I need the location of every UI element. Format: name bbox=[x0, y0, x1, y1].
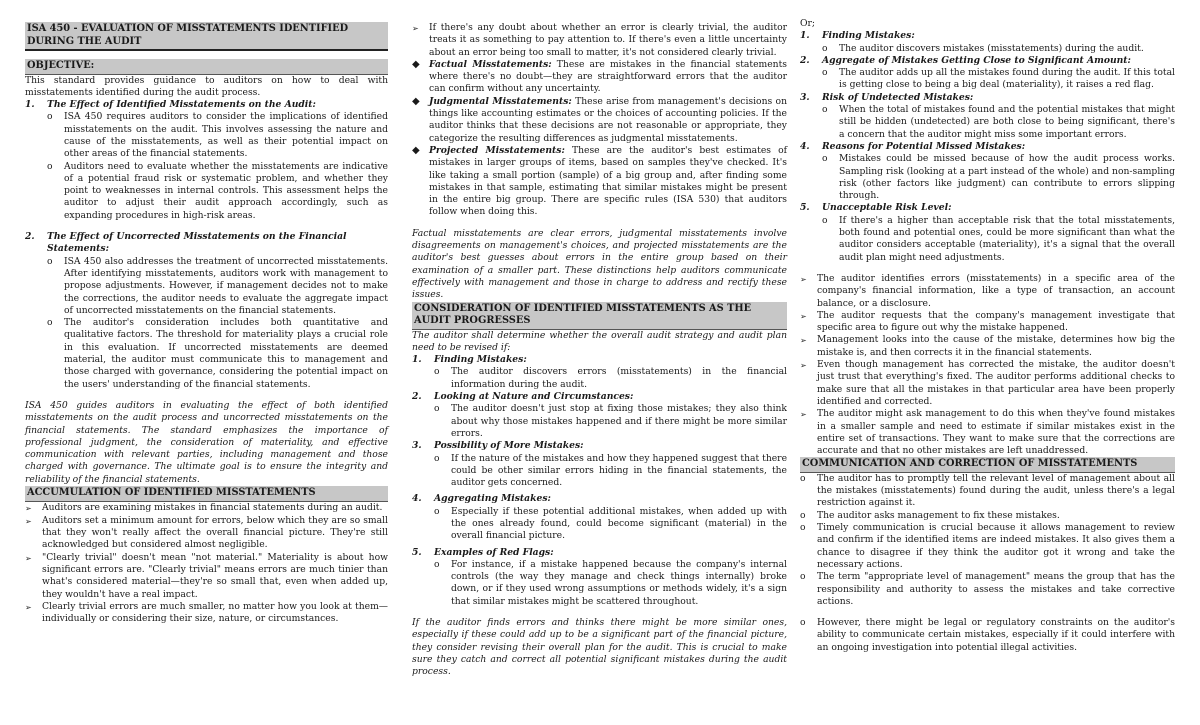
arrow-bullet-icon: ➢ bbox=[25, 602, 32, 612]
arrow-bullet-icon: ➢ bbox=[800, 274, 807, 284]
list-item: o If there's a higher than acceptable risk that the total misstatements, both found and potential ones, could be more significant than what the auditor considers acceptable (materiality), it's a signal that the overall audit plan might need adjustments. bbox=[822, 214, 1175, 263]
circle-bullet-icon: o bbox=[822, 214, 828, 226]
diamond-bullet-icon: ◆ bbox=[412, 58, 420, 70]
list-item: o Auditors need to evaluate whether the misstatements are indicative of a potential fraud risk or systematic problem, and whether they point to weaknesses in internal controls. This assessment helps the auditor to adjust their audit approach accordingly, such as expanding procedures in high-risk areas. bbox=[47, 160, 388, 221]
list-item: o If the nature of the mistakes and how they happened suggest that there could be other similar errors hiding in the financial statements, the auditor gets concerned. bbox=[434, 452, 787, 489]
list-item: o ISA 450 also addresses the treatment of uncorrected misstatements. After identifying misstatements, auditors work with management to propose adjustments. However, if management decides not to make the corrections, the auditor needs to evaluate the aggregate impact of uncorrected misstatements on the financial statements. bbox=[47, 255, 388, 316]
circle-bullet-icon: o bbox=[800, 617, 806, 629]
list-item: o The auditor has to promptly tell the relevant level of management about all the mistakes (misstatements) found during the audit, unless there's a legal restriction against it. bbox=[800, 472, 1175, 509]
list-item: o Mistakes could be missed because of how the audit process works. Sampling risk (looking at a part instead of the whole) and non-sampling risk (other factors like judgment) can contribute to errors slipping through. bbox=[822, 153, 1175, 202]
objective-text: This standard provides guidance to auditors on how to deal with misstatements identified during the audit process. bbox=[25, 74, 388, 98]
list-item: o Timely communication is crucial because it allows management to review and confirm if the identified items are indeed mistakes. It also gives them a chance to disagree if they think the auditor got it wrong and take the necessary actions. bbox=[800, 522, 1175, 570]
circle-bullet-icon: o bbox=[822, 42, 828, 54]
list-item: ➢ The auditor requests that the company's management investigate that specific area to figure out why the mistake happened. bbox=[800, 309, 1175, 334]
list-item: o The term "appropriate level of management" means the group that has the responsibility and authority to assess the mistakes and take corrective actions. bbox=[800, 571, 1175, 607]
numbered-heading: 3. Risk of Undetected Mistakes: bbox=[800, 91, 974, 103]
arrow-bullet-icon: ➢ bbox=[800, 311, 807, 321]
circle-bullet-icon: o bbox=[822, 153, 828, 165]
section-heading-1 bbox=[25, 99, 388, 111]
list-item: o However, there might be legal or regulatory constraints on the auditor's ability to communicate certain mistakes, especially if it could interfere with an ongoing investigation into potential illegal activities. bbox=[800, 617, 1175, 653]
list-item: o The auditor adds up all the mistakes found during the audit. If this total is getting close to being a big deal (materiality), it raises a red flag. bbox=[822, 67, 1175, 91]
numbered-heading: 5. Examples of Red Flags: bbox=[412, 546, 554, 558]
circle-bullet-icon: o bbox=[47, 255, 53, 267]
circle-bullet-icon: o bbox=[47, 160, 53, 172]
list-item-projected: ◆ Projected Misstatements: These are the auditor's best estimates of mistakes in larger groups of items, based on samples they've checked. It's like taking a small portion (sample) of a big group and, after finding some mistakes in that sample, estimating that similar mistakes might be present in the entire big group. There are specific rules (ISA 530) that auditors follow when doing this. bbox=[412, 144, 787, 218]
numbered-heading: 3. Possibility of More Mistakes: bbox=[412, 440, 584, 452]
list-item: ➢ Auditors are examining mistakes in financial statements during an audit. bbox=[25, 502, 388, 515]
closing-paragraph: If the auditor finds errors and thinks there might be more similar ones, especially if these could add up to be a significant part of the financial picture, they consider revising their overall plan for the audit. This is crucial to make sure they catch and correct all potential significant mistakes during the audit process. bbox=[412, 617, 787, 678]
section-title: The Effect of Uncorrected Misstatements on the Financial Statements: bbox=[47, 231, 347, 255]
circle-bullet-icon: o bbox=[47, 317, 53, 329]
arrow-bullet-icon: ➢ bbox=[412, 24, 419, 33]
circle-bullet-icon: o bbox=[800, 472, 806, 484]
section-title: The Effect of Identified Misstatements on the Audit: bbox=[47, 99, 316, 111]
list-item: ➢ Even though management has corrected the mistake, the auditor doesn't just trust that everything's fixed. The auditor performs additional checks to make sure that all the mistakes in that particular area have been properly identified and corrected. bbox=[800, 359, 1175, 407]
or-label: Or; bbox=[800, 18, 816, 29]
document-title: ISA 450 - EVALUATION OF MISSTATEMENTS IDENTIFIED DURING THE AUDIT bbox=[25, 22, 388, 51]
list-item: o The auditor discovers mistakes (misstatements) during the audit. bbox=[822, 42, 1144, 54]
objective-heading: OBJECTIVE: bbox=[25, 59, 388, 75]
list-item: ➢ The auditor identifies errors (misstatements) in a specific area of the company's financial information, like a type of transaction, an account balance, or a disclosure. bbox=[800, 272, 1175, 309]
consideration-heading: CONSIDERATION OF IDENTIFIED MISSTATEMENTS AS THE AUDIT PROGRESSES bbox=[412, 302, 787, 330]
circle-bullet-icon: o bbox=[434, 452, 440, 464]
list-item: o ISA 450 requires auditors to consider the implications of identified misstatements on the audit. This involves assessing the nature and cause of the misstatements, as well as their potential impact on other areas of the financial statements. bbox=[47, 111, 388, 160]
circle-bullet-icon: o bbox=[434, 558, 440, 570]
arrow-bullet-icon: ➢ bbox=[800, 410, 807, 420]
list-item: o The auditor discovers errors (misstatements) in the financial information during the audit. bbox=[434, 366, 787, 390]
circle-bullet-icon: o bbox=[822, 67, 828, 79]
section-heading-2 bbox=[25, 231, 388, 256]
circle-bullet-icon: o bbox=[47, 111, 53, 123]
communication-heading: COMMUNICATION AND CORRECTION OF MISSTATEMENTS bbox=[800, 457, 1175, 473]
numbered-heading: 2. Aggregate of Mistakes Getting Close to Significant Amount: bbox=[800, 54, 1131, 66]
arrow-bullet-icon: ➢ bbox=[25, 516, 32, 526]
numbered-heading: 5. Unacceptable Risk Level: bbox=[800, 202, 952, 214]
list-item-factual: ◆ Factual Misstatements: These are mistakes in the financial statements where there's no doubt—they are straightforward errors that the auditor can confirm without any uncertainty. bbox=[412, 58, 787, 95]
circle-bullet-icon: o bbox=[434, 403, 440, 415]
section-number: 2. bbox=[25, 231, 35, 243]
arrow-bullet-icon: ➢ bbox=[800, 336, 807, 346]
numbered-heading: 1. Finding Mistakes: bbox=[800, 30, 915, 42]
section-number: 1. bbox=[25, 99, 35, 111]
arrow-bullet-icon: ➢ bbox=[25, 553, 32, 563]
numbered-heading: 4. Reasons for Potential Missed Mistakes: bbox=[800, 140, 1026, 152]
list-item-judgmental: ◆ Judgmental Misstatements: These arise from management's decisions on things like accounting estimates or the choices of accounting policies. If the auditor thinks that these decisions are not reasonable or appropriate, they categorize the resulting differences as judgmental misstatements. bbox=[412, 95, 787, 144]
numbered-heading: 4. Aggregating Mistakes: bbox=[412, 493, 551, 505]
list-item: ➢ Clearly trivial errors are much smaller, no matter how you look at them—individually or considering their size, nature, or circumstances. bbox=[25, 600, 388, 625]
accumulation-heading: ACCUMULATION OF IDENTIFIED MISSTATEMENTS bbox=[25, 486, 388, 502]
circle-bullet-icon: o bbox=[800, 522, 806, 534]
list-item: o The auditor's consideration includes both quantitative and qualitative factors. The threshold for materiality plays a crucial role in this evaluation. If uncorrected misstatements are deemed material, the auditor must communicate this to management and those charged with governance, considering the potential impact on the users' understanding of the financial statements. bbox=[47, 317, 388, 390]
list-item: o Especially if these potential additional mistakes, when added up with the ones already found, could become significant (material) in the overall financial picture. bbox=[434, 505, 787, 542]
list-item: ➢ Auditors set a minimum amount for errors, below which they are so small that they won't really affect the overall financial picture. They're still acknowledged but considered almost negligible. bbox=[25, 514, 388, 551]
consideration-intro: The auditor shall determine whether the overall audit strategy and audit plan need to be revised if: bbox=[412, 329, 787, 353]
summary-paragraph: Factual misstatements are clear errors, judgmental misstatements involve disagreements on management's choices, and projected misstatements are the auditor's best guesses about errors in the entire group based on their examination of a smaller part. These distinctions help auditors communicate effectively with management and those in charge to address and rectify these issues. bbox=[412, 227, 787, 301]
list-item: ➢ "Clearly trivial" doesn't mean "not material." Materiality is about how significant errors are. "Clearly trivial" means errors are much tinier than what's considered material—they're so small that, even when added up, they wouldn't have a real impact. bbox=[25, 551, 388, 600]
list-item: ➢ Management looks into the cause of the mistake, determines how big the mistake is, and then corrects it in the financial statements. bbox=[800, 334, 1175, 358]
list-item: o The auditor asks management to fix these mistakes. bbox=[800, 509, 1060, 521]
circle-bullet-icon: o bbox=[800, 571, 806, 583]
column-2 bbox=[412, 22, 787, 679]
diamond-bullet-icon: ◆ bbox=[412, 95, 420, 107]
column-1 bbox=[25, 22, 388, 625]
circle-bullet-icon: o bbox=[434, 366, 440, 378]
list-item: o The auditor doesn't just stop at fixing those mistakes; they also think about why those mistakes happened and if there might be more similar errors. bbox=[434, 403, 787, 439]
column-3 bbox=[800, 18, 1175, 654]
circle-bullet-icon: o bbox=[800, 509, 806, 521]
numbered-heading: 2. Looking at Nature and Circumstances: bbox=[412, 391, 634, 403]
diamond-bullet-icon: ◆ bbox=[412, 144, 420, 156]
list-item: ➢ The auditor might ask management to do this when they've found mistakes in a smaller sample and need to estimate if similar mistakes exist in the entire set of transactions. They want to make sure that the corrections are accurate and that no other mistakes are left unaddressed. bbox=[800, 408, 1175, 457]
list-item: ➢ If there's any doubt about whether an error is clearly trivial, the auditor treats it as something to pay attention to. If there's even a little uncertainty about an error being too small to matter, it's not considered clearly trivial. bbox=[412, 22, 787, 58]
arrow-bullet-icon: ➢ bbox=[800, 361, 807, 371]
list-item: o When the total of mistakes found and the potential mistakes that might still be hidden (undetected) are both close to being significant, there's a concern that the auditor might miss some important errors. bbox=[822, 104, 1175, 140]
summary-paragraph: ISA 450 guides auditors in evaluating the effect of both identified misstatements on the audit process and uncorrected misstatements on the financial statements. The standard emphasizes the importance of professional judgment, the consideration of materiality, and effective communication with relevant parties, including management and those charged with governance. The ultimate goal is to ensure the integrity and reliability of the financial statements. bbox=[25, 399, 388, 485]
numbered-heading: 1. Finding Mistakes: bbox=[412, 354, 527, 366]
arrow-bullet-icon: ➢ bbox=[25, 503, 32, 513]
list-item: o For instance, if a mistake happened because the company's internal controls (the way they manage and check things internally) broke down, or if they used wrong assumptions or methods widely, it's a sign that similar mistakes might be scattered throughout. bbox=[434, 558, 787, 607]
circle-bullet-icon: o bbox=[822, 104, 828, 116]
circle-bullet-icon: o bbox=[434, 505, 440, 517]
